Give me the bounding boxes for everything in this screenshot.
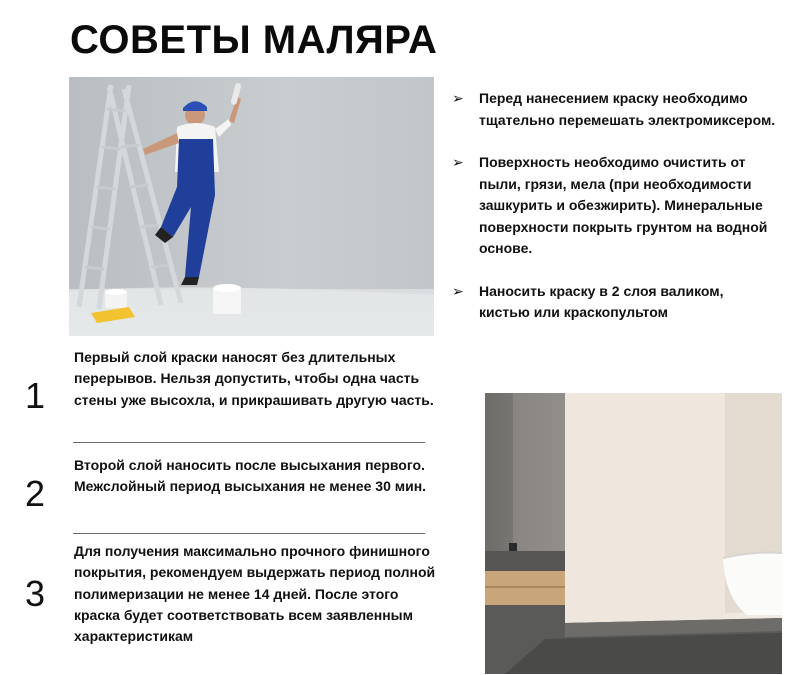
arrow-bullet-icon: ➢ (452, 90, 464, 106)
tip-item (452, 152, 777, 260)
bathroom-interior-photo (485, 393, 782, 674)
tip-item (452, 281, 777, 324)
tip-text: Наносить краску в 2 слоя валиком, кистью или краскопультом (479, 282, 724, 320)
divider (73, 442, 425, 443)
painter-on-ladder-photo (69, 77, 434, 336)
arrow-bullet-icon: ➢ (452, 154, 464, 170)
step-text: Первый слой краски наносят без длительных перерывов. Нельзя допустить, чтобы одна часть стены уже высохла, и прикрашивать другую часть. (74, 349, 434, 408)
step-text: Второй слой наносить после высыхания первого. Межслойный период высыхания не менее 30 мин. (74, 457, 427, 495)
step-number: 1 (25, 375, 46, 416)
tip-text: Поверхность необходимо очистить от пыли, грязи, мела (при необходимости зашкурить и обезжирить). Минеральные поверхности покрыть грунтом на водной основе. (479, 154, 768, 256)
arrow-bullet-icon: ➢ (452, 282, 464, 299)
step-number: 3 (25, 573, 46, 614)
divider (73, 533, 425, 534)
page-title: СОВЕТЫ МАЛЯРА (70, 18, 438, 62)
tip-text: Перед нанесением краску необходимо тщательно перемешать электромиксером. (479, 90, 776, 128)
step-number: 2 (25, 473, 46, 514)
tips-list (452, 88, 777, 324)
tip-item (452, 88, 777, 131)
step-text: Для получения максимально прочного финишного покрытия, рекомендуем выдержать период полной полимеризации не менее 14 дней. После этого краска будет соответствовать всем заявленным характеристикам (74, 543, 436, 645)
